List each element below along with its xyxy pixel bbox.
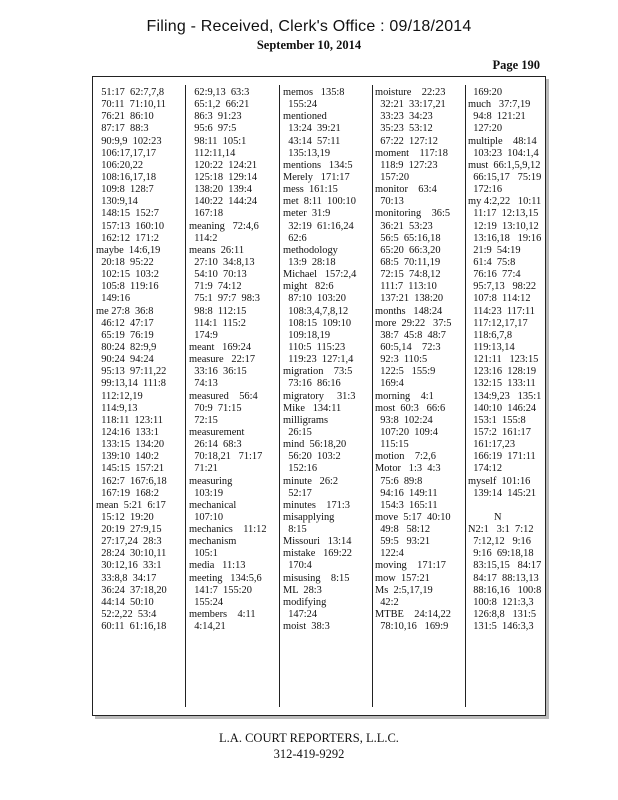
index-entry-line: 98:11 105:1 <box>189 135 247 147</box>
index-entry-line: modifying <box>283 596 327 608</box>
index-entry-line: 66:15,17 75:19 <box>468 171 542 183</box>
index-entry-line: 59:5 93:21 <box>375 536 431 548</box>
index-entry-line: mess 161:15 <box>283 184 338 196</box>
index-entry-line: morning 4:1 <box>375 390 434 402</box>
index-entry-line: 162:12 171:2 <box>96 232 159 244</box>
index-entry-line: 72:15 74:8,12 <box>375 269 441 281</box>
index-entry-line: mind 56:18,20 <box>283 439 347 451</box>
index-entry-line: 139:10 140:2 <box>96 451 159 463</box>
index-entry-line: 9:16 69:18,18 <box>468 548 534 560</box>
index-entry-line: 60:5,14 72:3 <box>375 341 441 353</box>
index-entry-line: methodology <box>283 244 338 256</box>
index-entry-line: misapplying <box>283 511 335 523</box>
index-entry-line: 38:7 45:8 48:7 <box>375 329 447 341</box>
index-entry-line: 56:5 65:16,18 <box>375 232 441 244</box>
index-entry-line: 114:9,13 <box>96 402 138 414</box>
index-entry-line: measure 22:17 <box>189 354 256 366</box>
index-entry-line: Merely 171:17 <box>283 171 350 183</box>
reporter-company: L.A. COURT REPORTERS, L.L.C. <box>219 731 399 745</box>
index-entry-line: 76:16 77:4 <box>468 269 521 281</box>
index-entry-line: 134:9,23 135:1 <box>468 390 542 402</box>
index-entry-line: 74:13 <box>189 378 218 390</box>
index-entry-line: 114:1 115:2 <box>189 317 246 329</box>
index-entry-line: 148:15 152:7 <box>96 208 159 220</box>
column-divider <box>279 85 280 707</box>
index-entry-line: 78:10,16 169:9 <box>375 621 449 633</box>
index-entry-line: Ms 2:5,17,19 <box>375 584 433 596</box>
index-entry-line: 32:19 61:16,24 <box>283 220 354 232</box>
index-entry-line: 62:6 <box>283 232 307 244</box>
column-divider <box>372 85 373 707</box>
index-entry-line: 36:24 37:18,20 <box>96 584 167 596</box>
index-entry-line: 28:24 30:10,11 <box>96 548 167 560</box>
index-entry-line: 65:19 76:19 <box>96 329 154 341</box>
index-entry-line: meaning 72:4,6 <box>189 220 259 232</box>
index-entry-line: 120:22 124:21 <box>189 159 258 171</box>
index-entry-line: mechanics 11:12 <box>189 524 267 536</box>
index-entry-line: monitoring 36:5 <box>375 208 451 220</box>
index-entry-line: 98:8 112:15 <box>189 305 247 317</box>
index-entry-line: 95:6 97:5 <box>189 123 237 135</box>
index-entry-line: 118:11 123:11 <box>96 414 163 426</box>
index-entry-line: 174:9 <box>189 329 218 341</box>
index-entry-line: 80:24 82:9,9 <box>96 341 157 353</box>
index-entry-line: 110:5 115:23 <box>283 341 346 353</box>
index-entry-line: 49:8 58:12 <box>375 524 431 536</box>
index-entry-line: multiple 48:14 <box>468 135 537 147</box>
index-entry-line: 70:11 71:10,11 <box>96 99 166 111</box>
index-entry-line: much 37:7,19 <box>468 99 531 111</box>
index-entry-line: 52:17 <box>283 487 312 499</box>
index-entry-line <box>468 500 546 512</box>
index-entry-line: 93:8 102:24 <box>375 414 433 426</box>
index-entry-line: 133:15 134:20 <box>96 439 165 451</box>
index-entry-line: migration 73:5 <box>283 366 353 378</box>
index-entry-line: 72:15 <box>189 414 218 426</box>
index-entry-line: 20:18 95:22 <box>96 256 154 268</box>
index-entry-line: 71:9 74:12 <box>189 281 242 293</box>
index-entry-line: milligrams <box>283 414 329 426</box>
index-entry-line: 102:15 103:2 <box>96 269 159 281</box>
index-entry-line: MTBE 24:14,22 <box>375 609 451 621</box>
index-entry-line: 125:18 129:14 <box>189 171 258 183</box>
index-entry-line: 121:11 123:15 <box>468 354 539 366</box>
index-entry-line: 149:16 <box>96 293 131 305</box>
index-entry-line: 108:3,4,7,8,12 <box>283 305 349 317</box>
index-entry-line: media 11:13 <box>189 560 246 572</box>
index-entry-line: 115:15 <box>375 439 409 451</box>
index-entry-line: mentioned <box>283 111 327 123</box>
index-entry-line: 109:8 128:7 <box>96 184 154 196</box>
index-entry-line: might 82:6 <box>283 281 334 293</box>
index-entry-line: migratory 31:3 <box>283 390 356 402</box>
index-entry-line: 105:1 <box>189 548 218 560</box>
index-entry-line: 86:3 91:23 <box>189 111 242 123</box>
index-entry-line: 4:14,21 <box>189 621 226 633</box>
index-entry-line: 105:8 119:16 <box>96 281 159 293</box>
index-entry-line: 76:21 86:10 <box>96 111 154 123</box>
index-entry-line: misusing 8:15 <box>283 572 350 584</box>
index-column-4 <box>375 87 463 633</box>
index-entry-line: 35:23 53:12 <box>375 123 433 135</box>
index-column-2 <box>189 87 277 633</box>
index-entry-line: myself 101:16 <box>468 475 531 487</box>
index-entry-line: 11:17 12:13,15 <box>468 208 539 220</box>
index-entry-line: 157:13 160:10 <box>96 220 165 232</box>
index-entry-line: 33:16 36:15 <box>189 366 247 378</box>
hearing-date: September 10, 2014 <box>256 38 362 52</box>
index-entry-line: motion 7:2,6 <box>375 451 436 463</box>
index-entry-line: 114:23 117:11 <box>468 305 535 317</box>
index-entry-line: mechanical <box>189 499 237 511</box>
column-divider <box>185 85 186 707</box>
index-entry-line: 46:12 47:17 <box>96 317 154 329</box>
index-entry-line: 155:24 <box>283 99 318 111</box>
index-entry-line: 118:6,7,8 <box>468 329 513 341</box>
index-entry-line: 174:12 <box>468 463 503 475</box>
index-entry-line: 94:8 121:21 <box>468 111 526 123</box>
index-entry-line: 30:12,16 33:1 <box>96 560 162 572</box>
index-entry-line: 111:7 113:10 <box>375 281 437 293</box>
index-entry-line: 94:16 149:11 <box>375 487 438 499</box>
index-entry-line: 13:9 28:18 <box>283 256 336 268</box>
index-entry-line: ML 28:3 <box>283 584 322 596</box>
index-entry-line: moisture 22:23 <box>375 87 446 98</box>
index-entry-line: 12:19 13:10,12 <box>468 220 539 232</box>
index-entry-line: minutes 171:3 <box>283 499 350 511</box>
index-entry-line: 161:17,23 <box>468 439 516 451</box>
index-entry-line: 54:10 70:13 <box>189 269 247 281</box>
index-entry-line: maybe 14:6,19 <box>96 244 161 256</box>
index-entry-line: 123:16 128:19 <box>468 366 537 378</box>
index-entry-line: 56:20 103:2 <box>283 451 341 463</box>
index-entry-line: 44:14 50:10 <box>96 596 154 608</box>
index-entry-line: 139:14 145:21 <box>468 487 537 499</box>
index-entry-line: 13:24 39:21 <box>283 123 341 135</box>
index-entry-line: must 66:1,5,9,12 <box>468 159 541 171</box>
index-entry-line: N <box>468 511 502 523</box>
index-entry-line: 67:22 127:12 <box>375 135 438 147</box>
index-entry-line: move 5:17 40:10 <box>375 511 451 523</box>
index-entry-line: 109:18,19 <box>283 329 331 341</box>
index-entry-line: 51:17 62:7,7,8 <box>96 87 165 98</box>
index-entry-line: 83:15,15 84:17 <box>468 560 542 572</box>
index-entry-line: measurement <box>189 426 245 438</box>
index-entry-line: 92:3 110:5 <box>375 354 428 366</box>
index-entry-line: meter 31:9 <box>283 208 331 220</box>
index-entry-line: 71:21 <box>189 463 218 475</box>
index-entry-line: 87:17 88:3 <box>96 123 149 135</box>
reporter-phone: 312-419-9292 <box>273 747 345 761</box>
index-entry-line: 130:9,14 <box>96 196 138 208</box>
index-entry-line: mechanism <box>189 536 237 548</box>
index-entry-line: 127:20 <box>468 123 503 135</box>
index-entry-line: 137:21 138:20 <box>375 293 444 305</box>
index-entry-line: 107:10 <box>189 511 224 523</box>
index-entry-line: 114:2 <box>189 232 218 244</box>
index-column-5 <box>468 87 546 633</box>
index-entry-line: monitor 63:4 <box>375 184 437 196</box>
index-entry-line: 135:13,19 <box>283 147 331 159</box>
index-entry-line: 131:5 146:3,3 <box>468 621 534 633</box>
index-entry-line: measuring <box>189 475 233 487</box>
index-entry-line: met 8:11 100:10 <box>283 196 356 208</box>
index-entry-line: 70:13 <box>375 196 404 208</box>
index-entry-line: 140:22 144:24 <box>189 196 258 208</box>
index-entry-line: 26:14 68:3 <box>189 439 242 451</box>
index-entry-line: 62:9,13 63:3 <box>189 87 250 98</box>
index-entry-line: 7:12,12 9:16 <box>468 536 531 548</box>
index-entry-line: 140:10 146:24 <box>468 402 537 414</box>
index-entry-line: meant 169:24 <box>189 341 252 353</box>
index-entry-line: 32:21 33:17,21 <box>375 99 446 111</box>
index-entry-line: 138:20 139:4 <box>189 184 252 196</box>
index-entry-line: 167:18 <box>189 208 224 220</box>
index-column-1 <box>96 87 182 633</box>
index-entry-line: 132:15 133:11 <box>468 378 536 390</box>
index-entry-line: 21:9 54:19 <box>468 244 521 256</box>
index-entry-line: 70:9 71:15 <box>189 402 242 414</box>
index-entry-line: 166:19 171:11 <box>468 451 536 463</box>
index-entry-line: Mike 134:11 <box>283 402 342 414</box>
index-entry-line: 61:4 75:8 <box>468 256 516 268</box>
index-entry-line: 118:9 127:23 <box>375 159 438 171</box>
index-entry-line: my 4:2,22 10:11 <box>468 196 542 208</box>
index-entry-line: 26:15 <box>283 426 312 438</box>
index-entry-line: 43:14 57:11 <box>283 135 341 147</box>
index-entry-line: 99:13,14 111:8 <box>96 378 166 390</box>
index-entry-line: 103:19 <box>189 487 224 499</box>
index-entry-line: means 26:11 <box>189 244 245 256</box>
index-entry-line: 170:4 <box>283 560 312 572</box>
index-entry-line: 103:23 104:1,4 <box>468 147 539 159</box>
index-entry-line: 154:3 165:11 <box>375 499 438 511</box>
index-entry-line: 122:5 155:9 <box>375 366 436 378</box>
index-entry-line: 75:6 89:8 <box>375 475 423 487</box>
index-entry-line: moving 171:17 <box>375 560 447 572</box>
index-entry-line: 36:21 53:23 <box>375 220 433 232</box>
index-entry-line: 90:24 94:24 <box>96 354 154 366</box>
index-entry-line: 20:19 27:9,15 <box>96 524 162 536</box>
index-entry-line: 52:2,22 53:4 <box>96 609 157 621</box>
index-entry-line: memos 135:8 <box>283 87 345 98</box>
index-entry-line: 13:16,18 19:16 <box>468 232 542 244</box>
index-entry-line: N2:1 3:1 7:12 <box>468 524 534 536</box>
index-entry-line: measured 56:4 <box>189 390 258 402</box>
index-entry-line: 42:2 <box>375 596 399 608</box>
index-entry-line: 70:18,21 71:17 <box>189 451 263 463</box>
page-number: Page 190 <box>492 58 540 72</box>
index-entry-line: moist 38:3 <box>283 621 330 633</box>
index-entry-line: 106:17,17,17 <box>96 147 157 159</box>
index-entry-line: 145:15 157:21 <box>96 463 165 475</box>
index-entry-line: most 60:3 66:6 <box>375 402 446 414</box>
index-entry-line: mentions 134:5 <box>283 159 353 171</box>
index-entry-line: 119:23 127:1,4 <box>283 354 354 366</box>
index-entry-line: 153:1 155:8 <box>468 414 526 426</box>
index-column-3 <box>283 87 371 633</box>
index-entry-line: 100:8 121:3,3 <box>468 596 534 608</box>
index-entry-line: 112:12,19 <box>96 390 143 402</box>
index-entry-line: 68:5 70:11,19 <box>375 256 441 268</box>
index-entry-line: 107:8 114:12 <box>468 293 531 305</box>
index-entry-line: 108:15 109:10 <box>283 317 352 329</box>
index-entry-line: 88:16,16 100:8 <box>468 584 542 596</box>
index-entry-line: minute 26:2 <box>283 475 339 487</box>
index-entry-line: Motor 1:3 4:3 <box>375 463 441 475</box>
index-entry-line: meeting 134:5,6 <box>189 572 262 584</box>
index-entry-line: 73:16 86:16 <box>283 378 341 390</box>
index-entry-line: 172:16 <box>468 184 503 196</box>
index-entry-line: 119:13,14 <box>468 341 515 353</box>
index-entry-line: 95:7,13 98:22 <box>468 281 537 293</box>
index-entry-line: 15:12 19:20 <box>96 511 154 523</box>
index-entry-line: 126:8,8 131:5 <box>468 609 537 621</box>
index-entry-line: 155:24 <box>189 596 224 608</box>
index-entry-line: me 27:8 36:8 <box>96 305 154 317</box>
index-entry-line: 75:1 97:7 98:3 <box>189 293 261 305</box>
index-entry-line: 33:23 34:23 <box>375 111 433 123</box>
index-entry-line: 60:11 61:16,18 <box>96 621 167 633</box>
index-entry-line: 65:1,2 66:21 <box>189 99 250 111</box>
index-entry-line: 90:9,9 102:23 <box>96 135 162 147</box>
index-entry-line: 27:10 34:8,13 <box>189 256 255 268</box>
index-entry-line: 122:4 <box>375 548 404 560</box>
index-entry-line: 65:20 66:3,20 <box>375 244 441 256</box>
index-entry-line: more 29:22 37:5 <box>375 317 452 329</box>
column-divider <box>465 85 466 707</box>
index-entry-line: moment 117:18 <box>375 147 448 159</box>
index-entry-line: 157:20 <box>375 171 410 183</box>
index-entry-line: 108:16,17,18 <box>96 171 157 183</box>
index-entry-line: members 4:11 <box>189 609 256 621</box>
index-entry-line: 169:20 <box>468 87 503 98</box>
index-entry-line: 87:10 103:20 <box>283 293 346 305</box>
index-entry-line: months 148:24 <box>375 305 443 317</box>
index-entry-line: 162:7 167:6,18 <box>96 475 167 487</box>
index-entry-line: 106:20,22 <box>96 159 144 171</box>
index-entry-line: 33:8,8 34:17 <box>96 572 157 584</box>
index-entry-line: mow 157:21 <box>375 572 430 584</box>
index-entry-line: 152:16 <box>283 463 318 475</box>
index-entry-line: mistake 169:22 <box>283 548 352 560</box>
index-entry-line: 169:4 <box>375 378 404 390</box>
index-entry-line: 27:17,24 28:3 <box>96 536 162 548</box>
filing-stamp: Filing - Received, Clerk's Office : 09/18/2014 <box>146 18 472 35</box>
index-entry-line: 84:17 88:13,13 <box>468 572 539 584</box>
index-entry-line: 112:11,14 <box>189 147 236 159</box>
index-entry-line: mean 5:21 6:17 <box>96 499 166 511</box>
index-entry-line: 157:2 161:17 <box>468 426 531 438</box>
index-entry-line: 124:16 133:1 <box>96 426 159 438</box>
index-entry-line: 147:24 <box>283 609 318 621</box>
index-entry-line: 95:13 97:11,22 <box>96 366 167 378</box>
index-entry-line: 141:7 155:20 <box>189 584 252 596</box>
index-entry-line: 8:15 <box>283 524 307 536</box>
index-box <box>92 76 546 716</box>
index-entry-line: Michael 157:2,4 <box>283 269 357 281</box>
index-entry-line: 107:20 109:4 <box>375 426 438 438</box>
index-entry-line: 167:19 168:2 <box>96 487 159 499</box>
index-entry-line: Missouri 13:14 <box>283 536 352 548</box>
index-entry-line: 117:12,17,17 <box>468 317 528 329</box>
